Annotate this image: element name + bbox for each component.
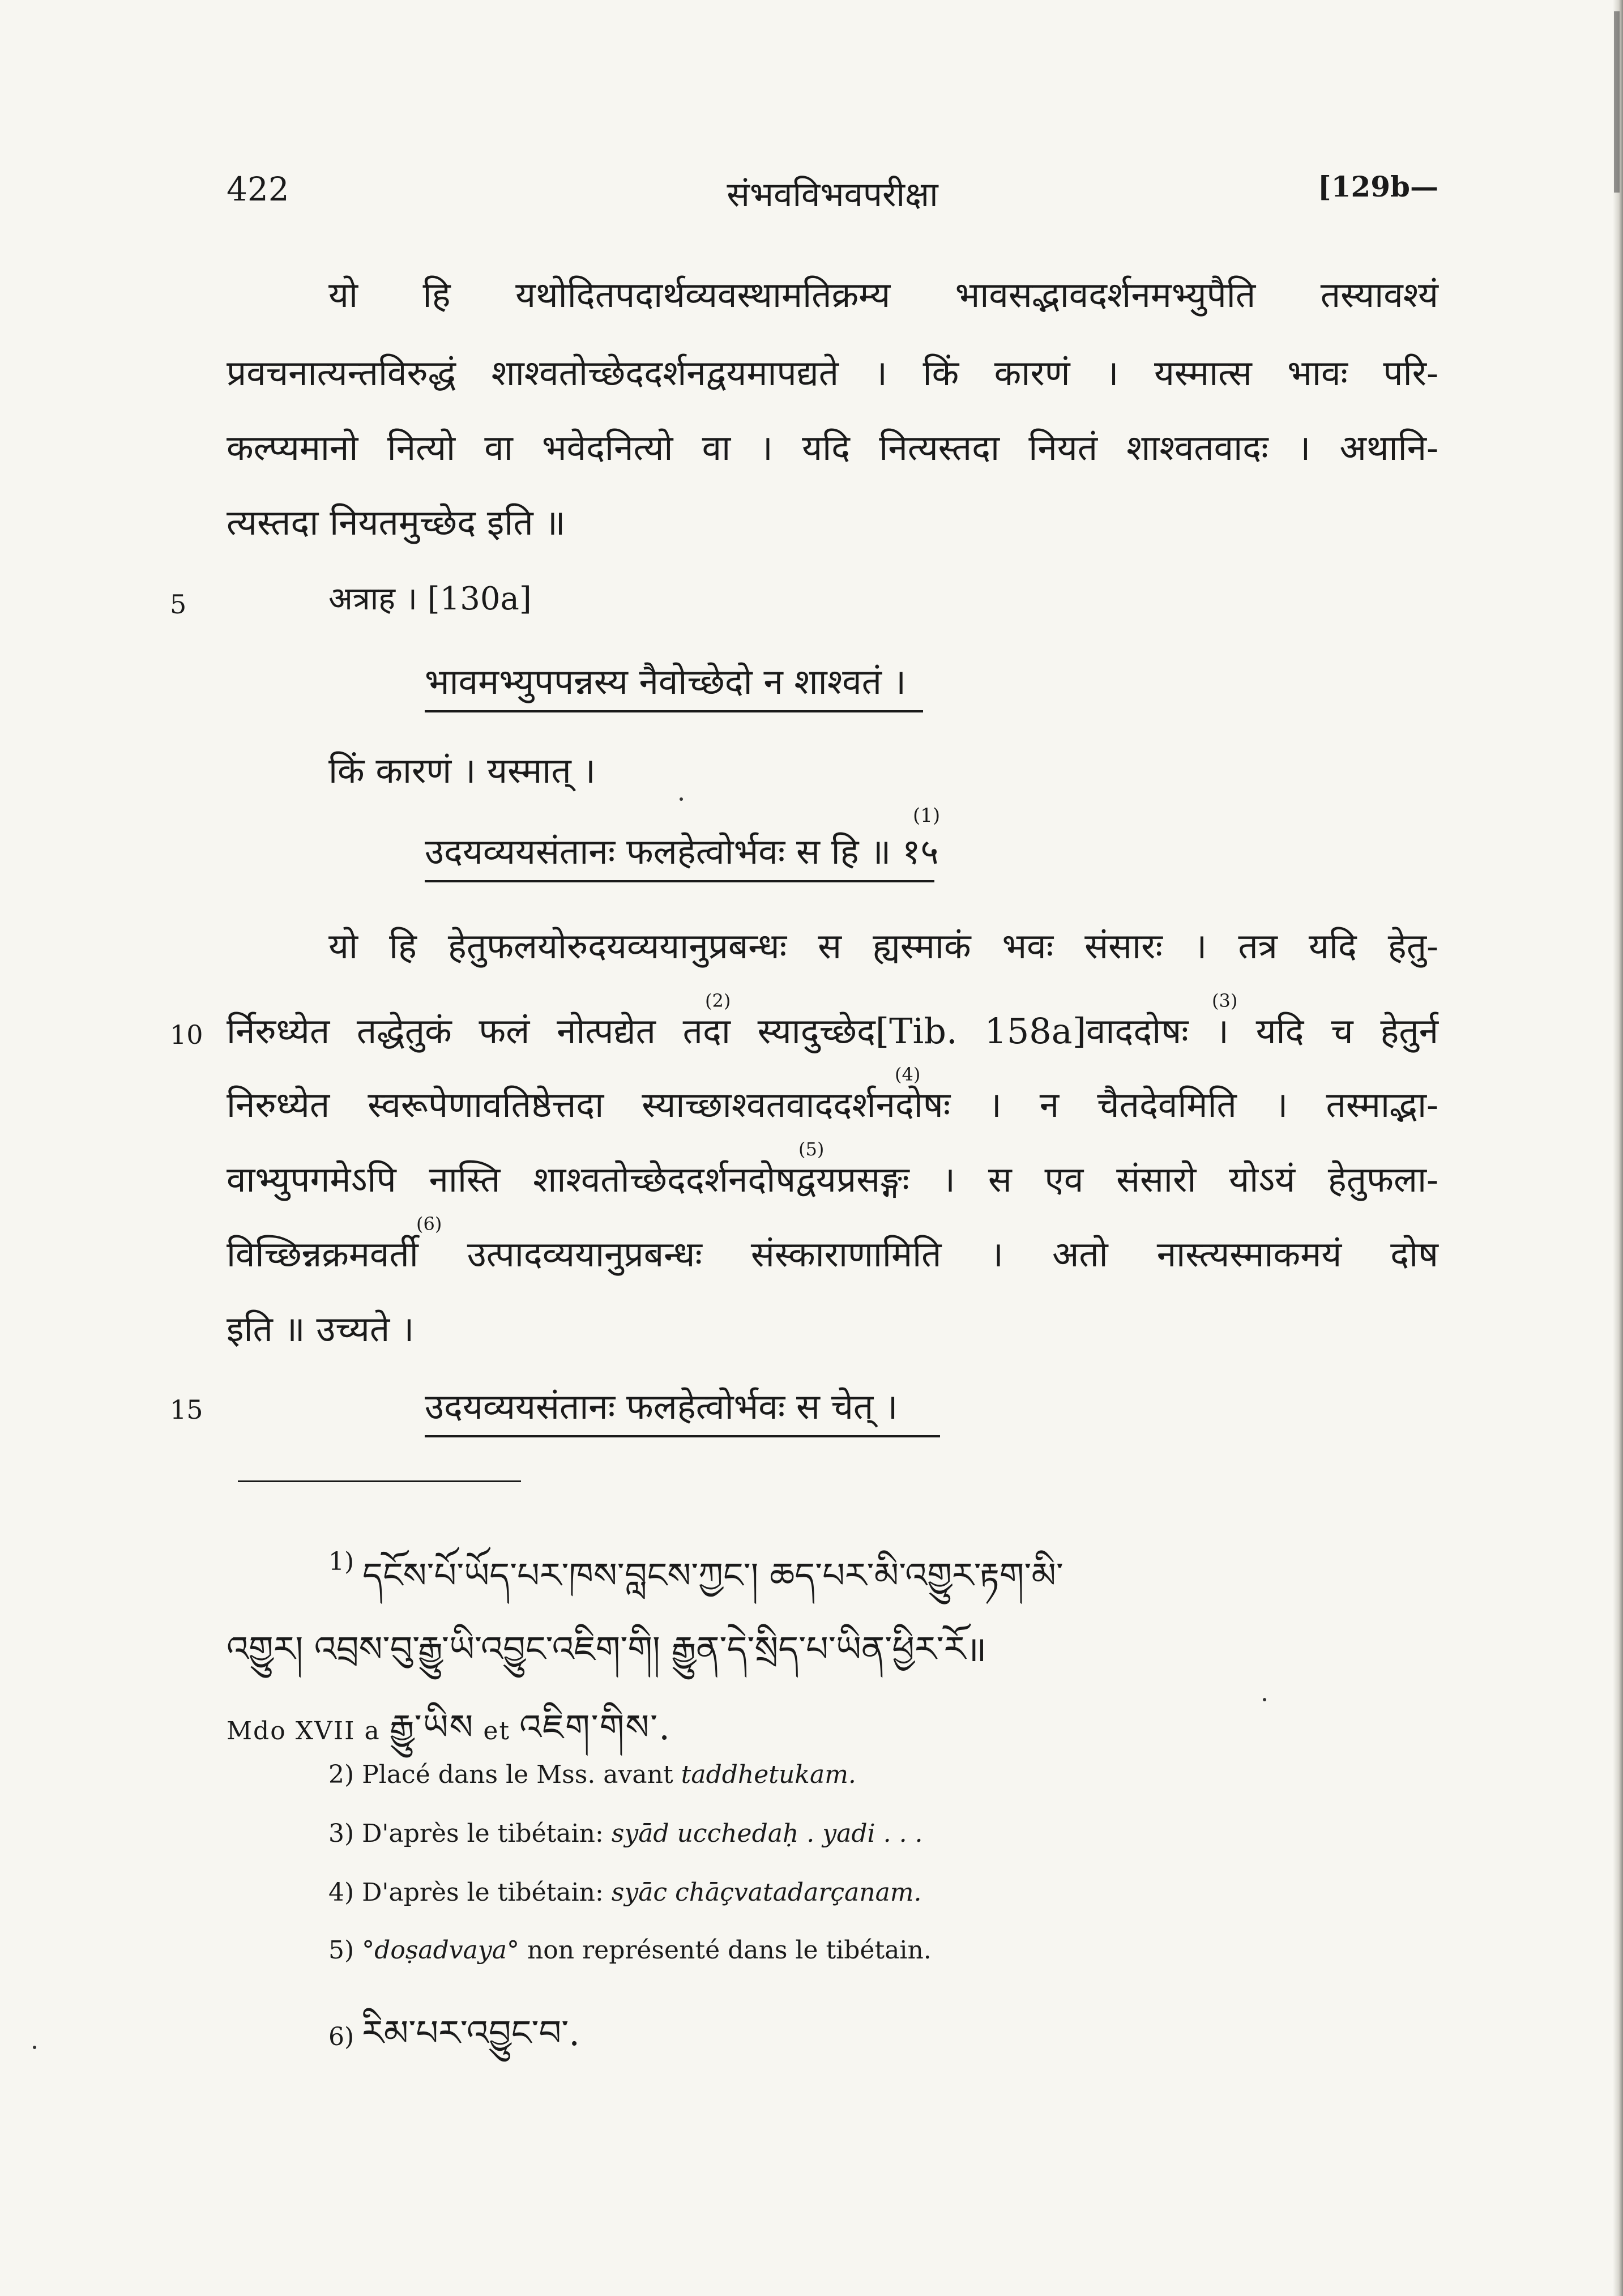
footnote-tibetan: དངོས་པོ་ཡོད་པར་ཁས་བླངས་ཀྱང་། ཆད་པར་མི་འགྱུར་རྟག་མི་	[362, 1555, 1064, 1596]
footnote-marker: (5)	[798, 1138, 825, 1160]
footnote-tibetan: འཇིག་གིས་.	[519, 1706, 671, 1748]
verse-underline	[425, 710, 923, 712]
text-line: किं कारणं । यस्मात् ।	[328, 750, 596, 791]
footnote-number: 6)	[328, 2022, 355, 2051]
footnote-line	[328, 1878, 922, 1907]
footnote-line	[328, 1760, 856, 1789]
text-line: त्यस्तदा नियतमुच्छेद इति ॥	[227, 502, 566, 543]
footnote-number: 1)	[328, 1547, 355, 1576]
footnote-marker: (6)	[416, 1213, 442, 1235]
footnote-text: et	[483, 1717, 511, 1746]
footnote-italic: syād ucchedaḥ . yadi . . .	[611, 1819, 923, 1848]
footnote-tibetan: རྒྱུ་ཡིས	[389, 1706, 475, 1748]
line-number: 15	[170, 1394, 203, 1425]
page-edge-speck	[1614, 11, 1620, 193]
print-speck	[1263, 1698, 1266, 1701]
page-header	[227, 170, 1438, 215]
verse-underline	[425, 1435, 940, 1437]
footnote-line	[328, 1819, 923, 1848]
footnote-text: 4) D'après le tibétain:	[328, 1878, 604, 1907]
text-line: निरुध्येत स्वरूपेणावतिष्ठेत्तदा स्याच्छाश्वतवाददर्शनदोषः । न चैतदेवमिति । तस्माद्भा-	[227, 1084, 1438, 1125]
footnote-text: Mdo XVII a	[227, 1717, 381, 1746]
footnote-tibetan: འགྱུར། འབྲས་བུ་རྒྱུ་ཡི་འབྱུང་འཇིག་གི། རྒྱུན་དེ་སྲིད་པ་ཡིན་ཕྱིར་རོ॥	[227, 1628, 987, 1670]
footnote-italic: doṣadvaya	[374, 1936, 507, 1965]
footnote-marker: (2)	[705, 990, 731, 1012]
footnote-line	[328, 1936, 932, 1965]
verse-underline	[425, 880, 934, 882]
text-line: यो हि यथोदितपदार्थव्यवस्थामतिक्रम्य भावसद्भावदर्शनमभ्युपैति तस्यावश्यं	[328, 274, 1438, 315]
footnote-marker: (3)	[1212, 990, 1238, 1012]
text-line: अत्राह । [130a]	[328, 581, 532, 617]
running-title: संभवविभवपरीक्षा	[727, 175, 938, 215]
footnote-marker: (1)	[913, 804, 941, 827]
line-number: 10	[170, 1019, 203, 1050]
print-speck	[680, 797, 683, 801]
text-line: प्रवचनात्यन्तविरुद्धं शाश्वतोच्छेददर्शनद्वयमापद्यते । किं कारणं । यस्मात्स भावः परि-	[227, 352, 1438, 394]
text-line: र्निरुध्येत तद्धेतुकं फलं नोत्पद्येत तदा स्यादुच्छेद[Tib. 158a]वाददोषः । यदि च हेतुर्न	[227, 1010, 1438, 1052]
footnote-text: 2) Placé dans le Mss. avant	[328, 1760, 673, 1789]
text-line: विच्छिन्नक्रमवर्ती उत्पादव्ययानुप्रबन्धः संस्काराणामिति । अतो नास्त्यस्माकमयं दोष	[227, 1234, 1438, 1275]
line-number: 5	[170, 589, 187, 620]
text-line: कल्प्यमानो नित्यो वा भवेदनित्यो वा । यदि नित्यस्तदा नियतं शाश्वतवादः । अथानि-	[227, 427, 1438, 468]
footnote-text: ° non représenté dans le tibétain.	[506, 1936, 932, 1965]
footnote-italic: taddhetukam.	[681, 1760, 856, 1789]
verse: भावमभ्युपपन्नस्य नैवोच्छेदो न शाश्वतं ।	[425, 661, 907, 702]
page-number: 422	[227, 170, 289, 208]
verse: उदयव्ययसंतानः फलहेत्वोर्भवः स चेत् ।	[425, 1386, 898, 1427]
footnote-text: 3) D'après le tibétain:	[328, 1819, 604, 1848]
text-line: वाभ्युपगमेऽपि नास्ति शाश्वतोच्छेददर्शनदोषद्वयप्रसङ्गः । स एव संसारो योऽयं हेतुफला-	[227, 1159, 1438, 1200]
page-reference: [129b—	[1318, 170, 1438, 203]
page-edge-shadow	[1613, 0, 1623, 2296]
verse: उदयव्ययसंतानः फलहेत्वोर्भवः स हि ॥ १५	[425, 831, 939, 872]
text-line: यो हि हेतुफलयोरुदयव्ययानुप्रबन्धः स ह्यस्माकं भवः संसारः । तत्र यदि हेतु-	[328, 925, 1438, 967]
footnote-marker: (4)	[895, 1064, 921, 1085]
text-line: इति ॥ उच्यते ।	[227, 1308, 415, 1350]
footnote-separator	[238, 1480, 521, 1482]
footnote-tibetan: རིམ་པར་འབྱུང་བ་.	[362, 2012, 580, 2054]
footnote-text: 5) °	[328, 1936, 375, 1965]
footnote-italic: syāc chāçvatadarçanam.	[611, 1878, 922, 1907]
footnote-line	[328, 1994, 580, 2093]
print-speck	[33, 2046, 36, 2049]
